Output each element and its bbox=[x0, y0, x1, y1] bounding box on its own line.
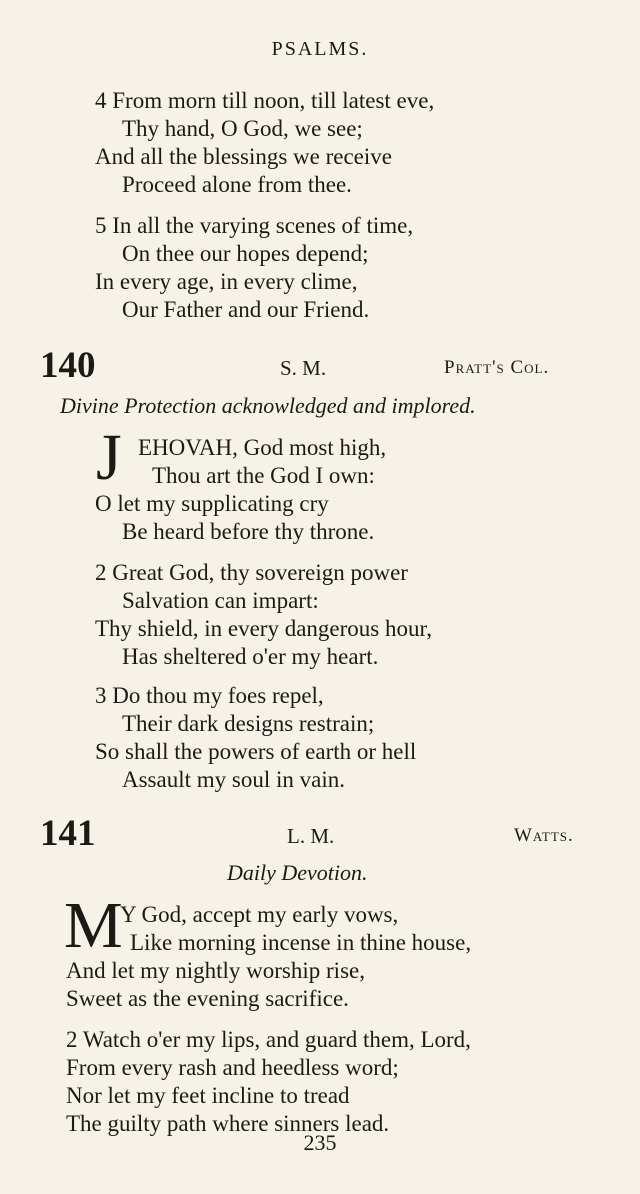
hymn-140-s2-line-3: Thy shield, in every dangerous hour, bbox=[95, 616, 432, 641]
hymn-140-s1-line-2: Thou art the God I own: bbox=[152, 463, 375, 488]
hymn-140-dropcap: J bbox=[96, 421, 122, 494]
hymn-141-s2-line-2: From every rash and heedless word; bbox=[66, 1055, 399, 1080]
hymn-140-s1-line-1: EHOVAH, God most high, bbox=[138, 435, 387, 460]
hymn-140-s1-line-4: Be heard before thy throne. bbox=[122, 519, 375, 544]
hymn-141-s2-line-4: The guilty path where sinners lead. bbox=[66, 1111, 390, 1136]
hymn-141-s1-line-2: Like morning incense in thine house, bbox=[130, 930, 472, 955]
stanza-5-line-2: On thee our hopes depend; bbox=[122, 241, 369, 266]
stanza-4-line-1: 4 From morn till noon, till latest eve, bbox=[95, 88, 435, 113]
stanza-5-line-3: In every age, in every clime, bbox=[95, 269, 358, 294]
stanza-4-line-2: Thy hand, O God, we see; bbox=[122, 116, 363, 141]
hymn-140-s3-line-1: 3 Do thou my foes repel, bbox=[95, 683, 324, 708]
stanza-4-line-3: And all the blessings we receive bbox=[95, 144, 392, 169]
stanza-5-line-1: 5 In all the varying scenes of time, bbox=[95, 213, 414, 238]
page-number: 235 bbox=[303, 1130, 337, 1155]
hymn-141-title: Daily Devotion. bbox=[227, 860, 368, 885]
hymn-140-title: Divine Protection acknowledged and implored. bbox=[60, 393, 476, 418]
hymn-141-s1-line-3: And let my nightly worship rise, bbox=[66, 958, 365, 983]
hymn-140-s2-line-4: Has sheltered o'er my heart. bbox=[122, 644, 379, 669]
hymn-141-s1-line-4: Sweet as the evening sacrifice. bbox=[66, 986, 349, 1011]
hymn-141-dropcap: M bbox=[64, 889, 123, 962]
hymn-141-s1-line-1: Y God, accept my early vows, bbox=[120, 902, 399, 927]
hymn-140-number: 140 bbox=[40, 345, 96, 386]
hymn-140-meter: S. M. bbox=[280, 356, 327, 380]
running-head: PSALMS. bbox=[271, 38, 369, 60]
hymn-140-s2-line-1: 2 Great God, thy sovereign power bbox=[95, 560, 408, 585]
stanza-5-line-4: Our Father and our Friend. bbox=[122, 297, 370, 322]
hymn-140-s3-line-4: Assault my soul in vain. bbox=[122, 767, 345, 792]
hymn-140-s3-line-2: Their dark designs restrain; bbox=[122, 711, 375, 736]
hymn-141-meter: L. M. bbox=[287, 824, 335, 848]
hymn-141-s2-line-3: Nor let my feet incline to tread bbox=[66, 1083, 350, 1108]
stanza-4-line-4: Proceed alone from thee. bbox=[122, 172, 352, 197]
hymn-141-tune: Watts. bbox=[514, 825, 574, 846]
hymn-140-s3-line-3: So shall the powers of earth or hell bbox=[95, 739, 417, 764]
hymn-140-s2-line-2: Salvation can impart: bbox=[122, 588, 319, 613]
hymn-141-s2-line-1: 2 Watch o'er my lips, and guard them, Lord, bbox=[66, 1027, 471, 1052]
hymn-140-tune: Pratt's Col. bbox=[444, 357, 550, 378]
hymn-140-s1-line-3: O let my supplicating cry bbox=[95, 491, 329, 516]
hymn-141-number: 141 bbox=[40, 813, 96, 854]
